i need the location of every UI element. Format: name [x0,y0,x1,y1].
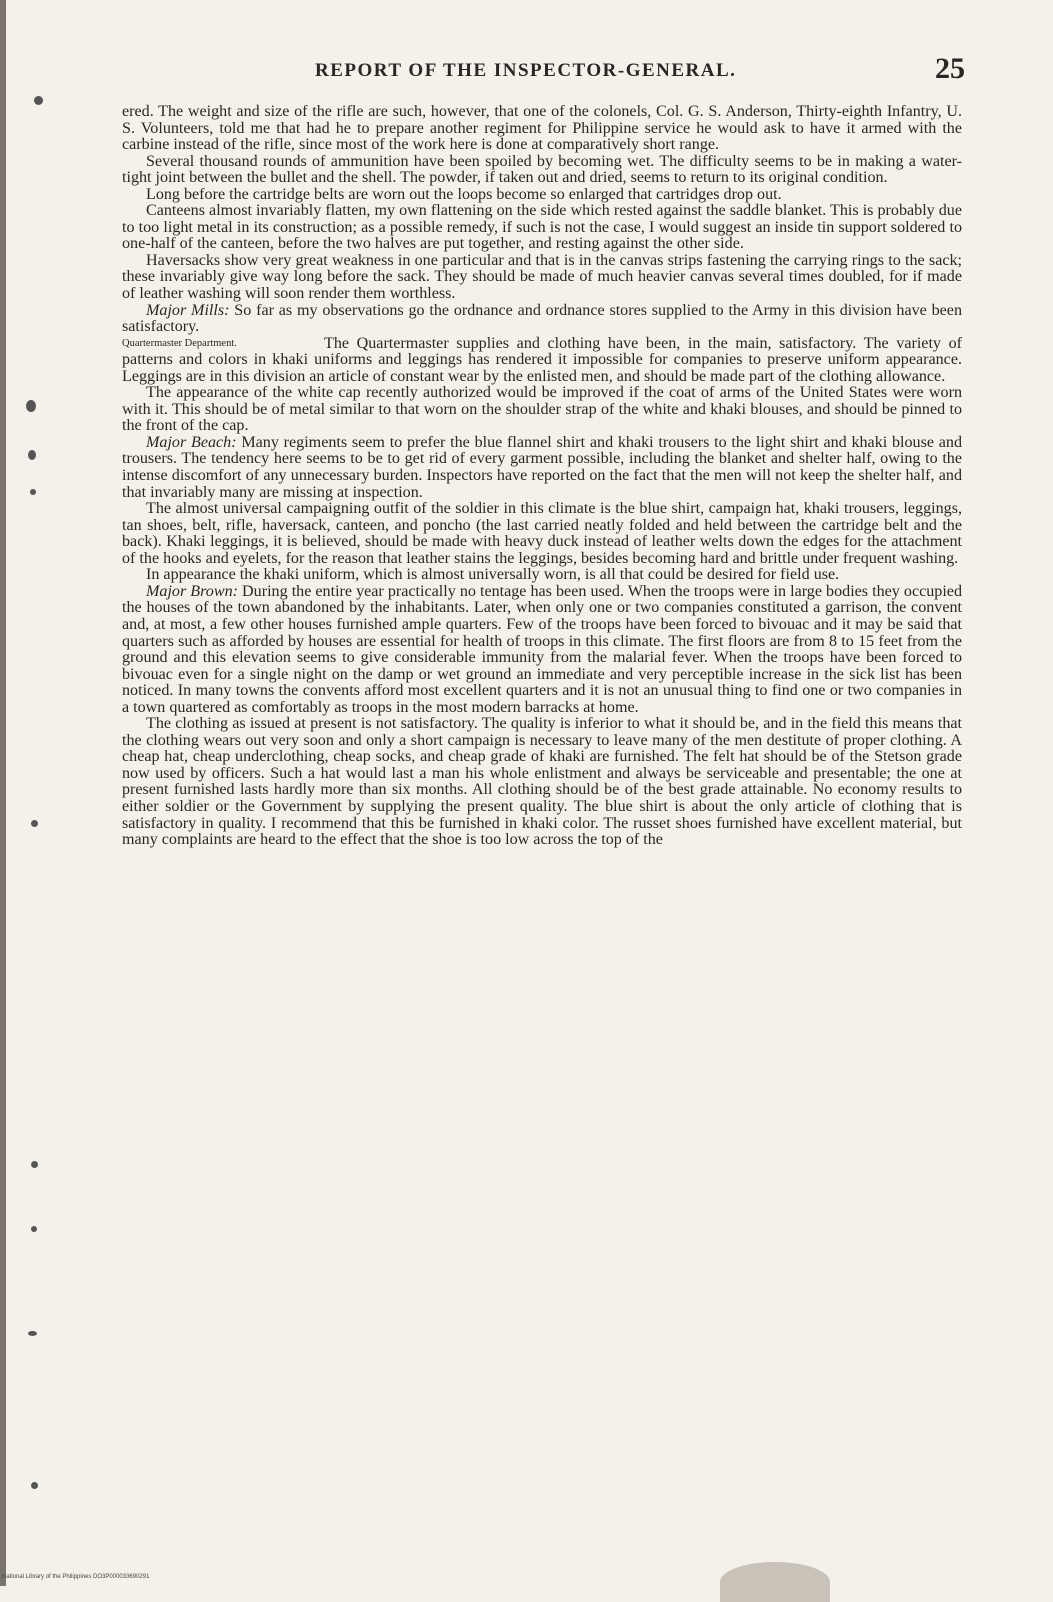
page-left-edge [0,0,6,1586]
speaker-text: So far as my observations go the ordnance and ordnance stores supplied to the Army in this division have been satisfactory. [122,301,962,336]
body-text [122,104,962,849]
margin-mark [30,489,36,495]
paragraph: In appearance the khaki uniform, which is almost universally worn, is all that could be desired for field use. [146,566,840,584]
paragraph: Canteens almost invariably flatten, my own flattening on the side which rested against the saddle blanket. This is probably due to too light metal in its construction; as a possible remedy, if such is not the case, I would suggest an inside tin support soldered to one-half of the canteen, before the two halves are put together, and resting against the other side. [122,202,962,253]
page-number: 25 [935,52,965,85]
margin-mark [31,820,38,827]
paragraph-brown [122,584,962,716]
margin-mark [31,1226,37,1232]
page-header [120,52,965,92]
paragraph: The almost universal campaigning outfit of the soldier in this climate is the blue shirt, campaign hat, khaki trousers, leggings, tan shoes, belt, rifle, haversack, canteen, and poncho (the last carried neatly folded and held between the cartridge belt and the back). Khaki leggings, it is believed, should be made with heavy duck instead of leather welts down the edges for the attachment of the hooks and eyelets, for the reason that leather stains the leggings, besides becoming hard and brittle under frequent washing. [122,500,962,567]
paragraph: Haversacks show very great weakness in one particular and that is in the canvas strips fastening the carrying rings to the sack; these invariably give way long before the sack. They should be made of much heavier canvas several times doubled, for if made of leather washing will soon render them worthless. [122,251,962,303]
paragraph: ered. The weight and size of the rifle are such, however, that one of the colonels, Col. G. S. Anderson, Thirty-eighth Infantry, U. S. Volunteers, told me that had he to prepare another regiment for Philippine service he would ask to have it armed with the carbine instead of the rifle, since most of the work here is done at comparatively short range. [122,103,962,154]
speaker-name: Major Beach: [146,433,237,451]
paragraph: The appearance of the white cap recently authorized would be improved if the coat of arms of the United States were worn with it. This should be of metal similar to that worn on the shoulder strap of the white and khaki blouses, and should be pinned to the front of the cap. [122,384,962,435]
margin-mark [31,1482,38,1489]
margin-mark [34,96,43,105]
paragraph-quartermaster [122,336,962,386]
footer-credit: National Library of the Philippines DO3P000033690291 [2,1574,150,1580]
paragraph: Long before the cartridge belts are worn out the loops become so enlarged that cartridges drop out. [146,185,782,203]
scan-shadow [720,1562,830,1602]
running-head: REPORT OF THE INSPECTOR-GENERAL. [315,60,737,81]
paragraph: Several thousand rounds of ammunition have been spoiled by becoming wet. The difficulty seems to be in making a water-tight joint between the bullet and the shell. The powder, if taken out and dried, seems to return to its original condition. [122,152,962,187]
margin-mark [28,450,36,460]
paragraph-text: The Quartermaster supplies and clothing have been, in the main, satisfactory. The variety of patterns and colors in khaki uniforms and leggings has rendered it impossible for companies to preserve uniform appearance. Leggings are in this division an article of constant wear by the enlisted men, and should be made part of the clothing allowance. [122,334,962,385]
margin-mark [26,400,36,412]
speaker-name: Major Brown: [146,582,238,600]
sidenote: Quartermaster Department. [122,337,237,349]
paragraph-mills [122,303,962,336]
speaker-text: During the entire year practically no tentage has been used. When the troops were in large bodies they occupied the houses of the town abandoned by the inhabitants. Later, when only one or two companies constituted a garrison, the convent and, at most, a few other houses furnished ample quarters. Few of the troops have been forced to bivouac and it may be said that quarters such as afforded by houses are essential for health of troops in this climate. The first floors are from 8 to 15 feet from the ground and this elevation seems to give considerable immunity from the malarial fever. When the troops have been forced to bivouac even for a single night on the damp or wet ground an immediate and very perceptible increase in the sick list has been noticed. In many towns the convents afford most excellent quarters and it is not an unusual thing to find one or two companies in a town quartered as comfortably as troops in the most modern barracks at home. [122,582,962,716]
paragraph: The clothing as issued at present is not satisfactory. The quality is inferior to what it should be, and in the field this means that the clothing wears out very soon and only a short campaign is necessary to leave many of the men destitute of proper clothing. A cheap hat, cheap underclothing, cheap socks, and cheap grade of khaki are furnished. The felt hat should be of the Stetson grade now used by officers. Such a hat would last a man his whole enlistment and always be serviceable and presentable; the one at present furnished lasts hardly more than six months. All clothing should be of the best grade attainable. No economy results to either soldier or the Government by supplying the present quality. The blue shirt is about the only article of clothing that is satisfactory in quality. I recommend that this be furnished in khaki color. The russet shoes furnished have excellent material, but many complaints are heard to the effect that the shoe is too low across the top of the [122,715,962,849]
speaker-text: Many regiments seem to prefer the blue flannel shirt and khaki trousers to the light shirt and khaki blouse and trousers. The tendency here seems to be to get rid of every garment possible, including the blanket and shelter half, owing to the intense discomfort of any unnecessary burden. Inspectors have reported on the fact that the men will not keep the shelter half, and that invariably many are missing at inspection. [122,433,963,501]
margin-mark [31,1161,38,1168]
speaker-name: Major Mills: [146,301,230,319]
paragraph-beach [122,435,962,501]
margin-mark [28,1331,37,1336]
